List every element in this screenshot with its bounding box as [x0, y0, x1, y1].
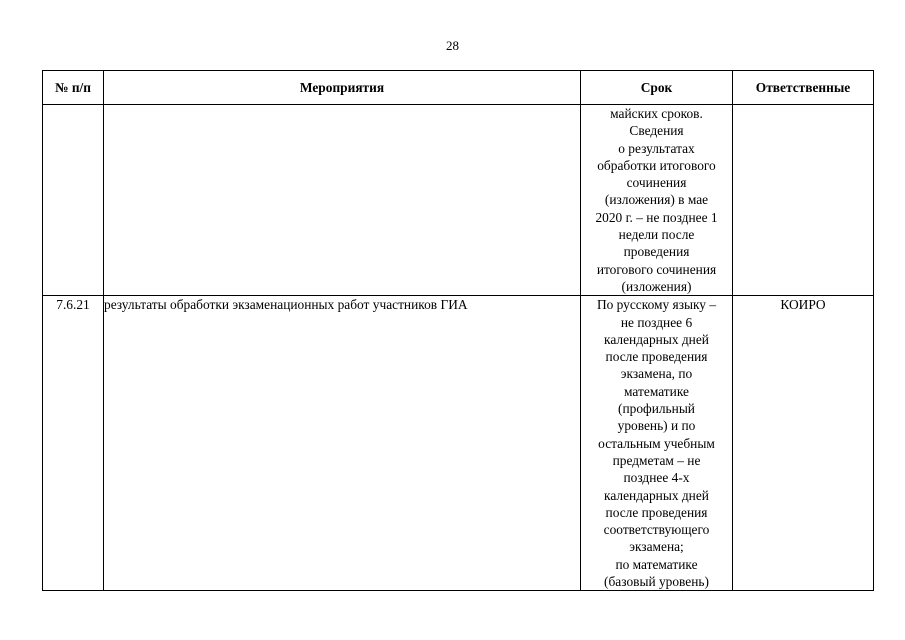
header-term: Срок — [581, 71, 733, 105]
table-row — [43, 105, 874, 296]
term-line: остальным учебным — [598, 435, 715, 451]
term-line: по математике — [615, 556, 698, 572]
term-line: (профильный — [618, 401, 695, 417]
row-event — [104, 105, 581, 296]
term-line: после проведения — [605, 504, 708, 520]
term-line: (изложения) — [621, 278, 692, 294]
term-line: 2020 г. – не позднее 1 — [595, 209, 718, 225]
header-responsible: Ответственные — [733, 71, 874, 105]
term-line: (изложения) в мае — [604, 192, 709, 208]
row-term — [581, 296, 733, 591]
row-responsible — [733, 105, 874, 296]
term-line: По русскому языку – — [596, 297, 717, 313]
term-line: не позднее 6 — [620, 314, 693, 330]
term-line: календарных дней — [604, 487, 709, 503]
table-row — [43, 296, 874, 591]
term-line: уровень) и по — [617, 418, 696, 434]
term-line: предметам – не — [612, 452, 701, 468]
header-number: № п/п — [43, 71, 104, 105]
term-line: итогового сочинения — [596, 261, 717, 277]
row-number — [43, 105, 104, 296]
term-line: проведения — [623, 244, 690, 260]
term-line: экзамена; — [629, 539, 684, 555]
row-term — [581, 105, 733, 296]
term-line: математике — [624, 383, 689, 399]
table-header-row — [43, 71, 874, 105]
row-responsible: КОИРО — [733, 296, 874, 591]
term-line: Сведения — [629, 123, 684, 139]
term-line: обработки итогового — [597, 157, 716, 173]
term-line: позднее 4-х — [623, 470, 690, 486]
term-line: недели после — [618, 227, 695, 243]
row-event: результаты обработки экзаменационных работ участников ГИА — [104, 296, 581, 591]
term-line: майских сроков. — [610, 106, 703, 121]
term-line: экзамена, по — [620, 366, 693, 382]
events-table — [42, 70, 874, 591]
term-line: сочинения — [626, 175, 687, 191]
term-line: (базовый уровень) — [604, 574, 709, 590]
term-line: после проведения — [605, 349, 708, 365]
term-line: о результатах — [618, 140, 695, 156]
header-events: Мероприятия — [104, 71, 581, 105]
term-line: соответствующего — [603, 522, 710, 538]
term-line: календарных дней — [604, 331, 709, 347]
row-number: 7.6.21 — [43, 296, 104, 591]
page-number: 28 — [446, 38, 459, 53]
